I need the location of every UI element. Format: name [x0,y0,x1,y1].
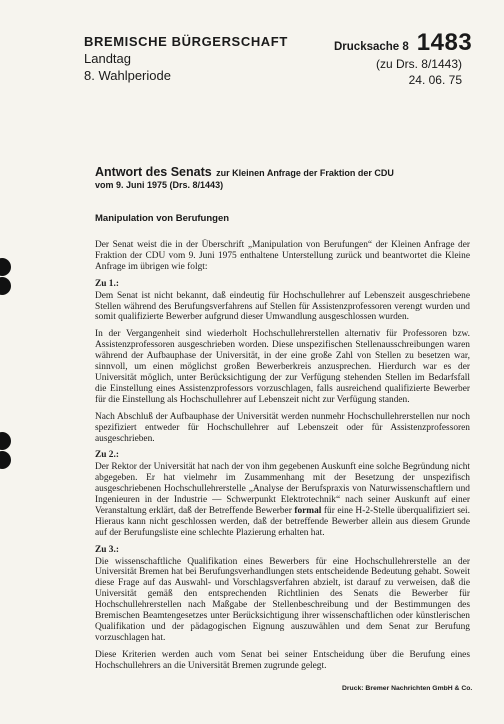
organization-name: BREMISCHE BÜRGERSCHAFT [84,34,288,49]
punch-hole [0,277,11,295]
punch-hole [0,451,11,469]
drucksache-number: 1483 [416,29,473,56]
paragraph-text: für eine H-2-Stelle überqualifiziert sei. Hieraus kann nicht geschlossen werden, daß der betreffende Bewerber allein aus diesem Grunde auf der Berufungsliste eine schlechte Plazierung erhalten hat. [95,505,471,538]
punch-hole [0,258,11,276]
section-heading: Zu 2.: [95,450,119,461]
legislative-period: 8. Wahlperiode [84,68,171,83]
paragraph: In der Vergangenheit sind wiederholt Hochschullehrerstellen alternativ für Professoren bzw. Assistenzprofessoren ausgeschrieben worden. Diese unspezifischen Stellenausschreibungen waren während der Aufbauphase der Universität, in der eine große Zahl von Stellen zu besetzen war, sinnvoll, um einen möglichst großen Bewerberkreis anzusprechen. Hierdurch war es der Universität möglich, unter Berücksichtigung der zur Verfügung stehenden Stellen im Bedarfsfall die Einstellung eines Assistenzprofessors vorzuschlagen, falls ausreichend qualifizierte Bewerber für die Einstellung als Hochschullehrer auf Lebenszeit nicht zur Verfügung standen. [95,329,470,405]
paragraph: Nach Abschluß der Aufbauphase der Universität werden nunmehr Hochschullehrerstellen nur noch spezifiziert entweder für Hochschullehrer auf Lebenszeit oder für Assistenzprofessoren ausgeschrieben. [95,411,470,444]
title-rest: zur Kleinen Anfrage der Fraktion der CDU [216,168,394,178]
document-date: 24. 06. 75 [408,73,462,87]
paragraph [95,462,470,538]
intro-paragraph: Der Senat weist die in der Überschrift „Manipulation von Berufungen“ der Kleinen Anfrage der Fraktion der CDU vom 9. Juni 1975 enthaltene Unterstellung zurück und beantwortet die Kleine Anfrage im übrigen wie folgt: [95,240,470,272]
punch-hole [0,432,11,450]
printer-imprint: Druck: Bremer Nachrichten GmbH & Co. [342,685,473,692]
paragraph: Dem Senat ist nicht bekannt, daß eindeutig für Hochschullehrer auf Lebenszeit ausgeschriebene Stellen während des Berufungsverfahrens auf Stellen für Assistenzprofessoren verengt wurden und somit qualifizierte Bewerber aufgrund dieser Umwandlung ausgeschlossen wurden. [95,290,470,323]
paragraph: Diese Kriterien werden auch vom Senat bei seiner Entscheidung über die Berufung eines Hochschullehrers an die Universität Bremen zugrunde gelegt. [95,649,470,671]
letterhead [84,33,288,84]
title-line2: vom 9. Juni 1975 (Drs. 8/1443) [95,180,224,190]
paragraph-text: Der Rektor der Universität hat nach der von ihm gegebenen Auskunft eine solche Begründung nicht abgegeben. Er hat vielmehr im Zusammenhang mit der Besetzung der unspezifisch ausgeschriebenen Hochschullehrerstelle „Analyse der Berufspraxis von Naturwissenschaftlern und Ingenieuren in der Industrie — Schwerpunkt Elektrotechnik“ nach seiner Auskunft auf einer Veranstaltung erklärt, daß der Betreffende Bewerber [95,462,470,516]
document-title [95,166,394,191]
subject-heading: Manipulation von Berufungen [95,213,230,224]
reference-number: (zu Drs. 8/1443) [375,57,462,71]
drucksache-label: Drucksache 8 [334,41,409,53]
document-number-block [334,28,473,87]
title-main: Antwort des Senats [95,165,212,179]
document-body [95,240,470,678]
emphasis-text: formal [294,505,322,516]
section-heading: Zu 3.: [95,544,119,555]
chamber-name: Landtag [84,51,131,66]
section-heading: Zu 1.: [95,278,119,289]
paragraph: Die wissenschaftliche Qualifikation eines Bewerbers für eine Hochschullehrerstelle an der Universität Bremen hat bei Berufungsverhandlungen stets entscheidende Bedeutung gehabt. Soweit diese Frage auf das Auswahl- und Vorschlagsverfahren abzielt, ist darauf zu verweisen, daß die Universität gemäß den entsprechenden Richtlinien des Senats die Bewerber für Hochschullehrerstellen nach Maßgabe der Stellenbeschreibung und der Bestimmungen des Bremischen Beamtengesetzes unter Berücksichtigung ihrer wissenschaftlichen oder künstlerischen Qualifikation und der pädagogischen Eignung auszuwählen und dem Senat zur Berufung vorzuschlagen hat. [95,556,470,643]
